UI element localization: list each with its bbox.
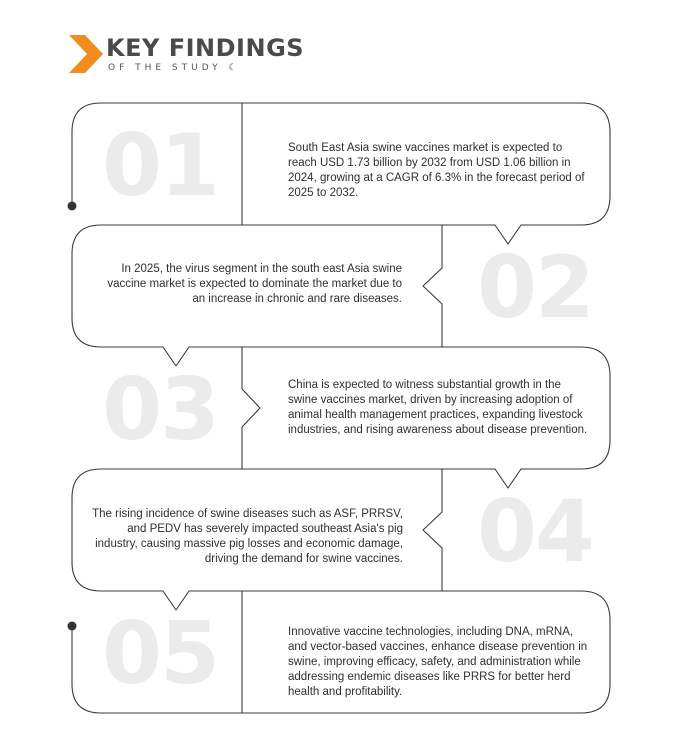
finding-text-04: The rising incidence of swine diseases such as ASF, PRRSV, and PEDV has severely impacted southeast Asia's pig industry, causing massive pig losses and economic damage, driving the demand for swine vaccines. bbox=[92, 508, 403, 565]
box-02-divider-notch bbox=[423, 225, 442, 347]
finding-number-01: 01 bbox=[102, 116, 218, 216]
finding-text-05: Innovative vaccine technologies, including DNA, mRNA, and vector-based vaccines, enhance disease prevention in swine, improving efficacy, safety, and administration while addressing endemic diseases like PRRS for better herd health and profitability. bbox=[288, 626, 588, 698]
finding-text-02: In 2025, the virus segment in the south east Asia swine vaccine market is expected to dominate the market due to an increase in chronic and rare diseases. bbox=[107, 263, 402, 305]
finding-number-05: 05 bbox=[102, 604, 218, 704]
finding-number-02: 02 bbox=[477, 238, 593, 338]
finding-text-01: South East Asia swine vaccines market is expected to reach USD 1.73 billion by 2032 from USD 1.06 billion in 2024, growing at a CAGR of 6.3% in the forecast period of 2025 to 2032. bbox=[288, 142, 585, 199]
finding-text-03: China is expected to witness substantial growth in the swine vaccines market, driven by increasing adoption of animal health management practices, expanding livestock industries, and rising awareness about disease prevention. bbox=[288, 379, 588, 436]
subtitle-text: OF THE STUDY bbox=[108, 63, 222, 73]
finding-number-03: 03 bbox=[102, 360, 218, 460]
finding-number-04: 04 bbox=[477, 482, 593, 582]
box-04-divider-notch bbox=[423, 469, 442, 591]
page-title: KEY FINDINGS bbox=[106, 34, 305, 62]
crescent-icon: ☾ bbox=[228, 63, 237, 73]
